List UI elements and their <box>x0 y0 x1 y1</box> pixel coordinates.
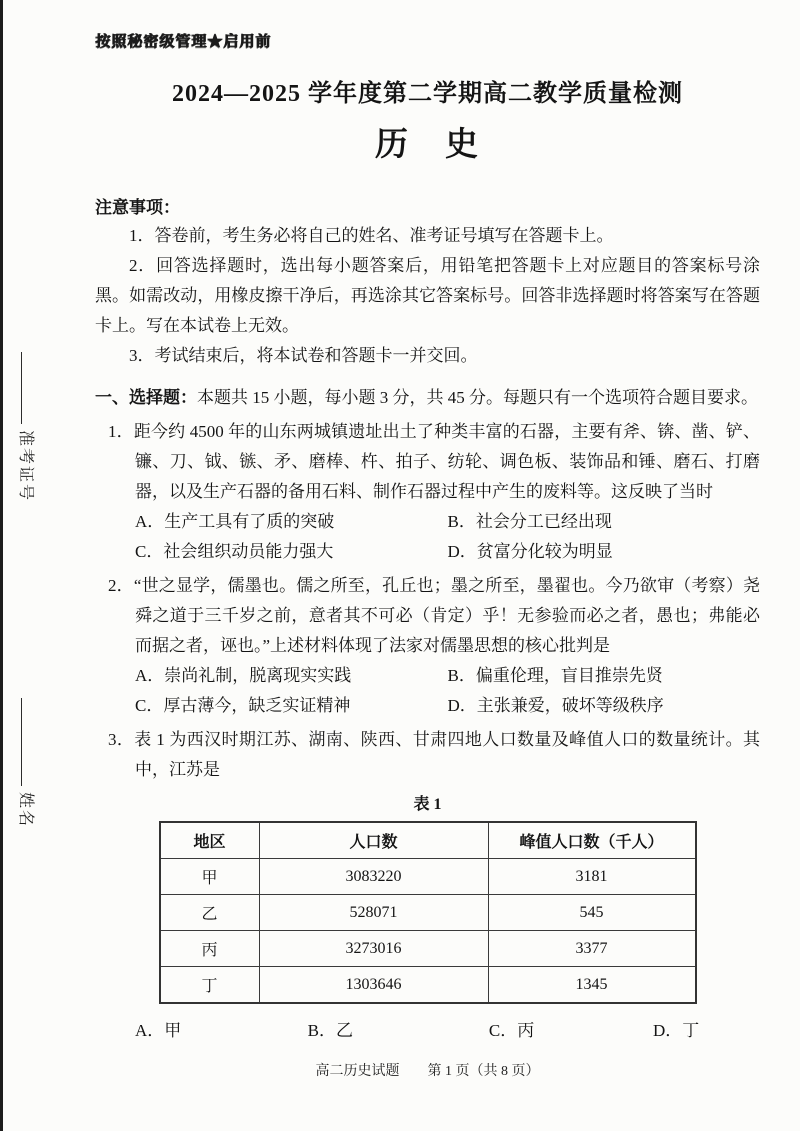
scan-edge-shadow <box>0 0 3 1131</box>
question-2-option-c: C．厚古薄今，缺乏实证精神 <box>135 696 351 715</box>
exam-number-blank-line <box>22 352 35 424</box>
table-row <box>160 931 696 967</box>
notice-item-3: 3．考试结束后，将本试卷和答题卡一并交回。 <box>129 346 478 365</box>
question-2-option-b: B．偏重伦理，盲目推崇先贤 <box>447 666 663 685</box>
question-2 <box>95 571 760 721</box>
exam-number-label: 准考证号 <box>17 430 35 503</box>
table-row <box>160 859 696 895</box>
page-footer: 高二历史试题 第 1 页（共 8 页） <box>315 1064 540 1079</box>
question-3-text: 表 1 为西汉时期江苏、湖南、陕西、甘肃四地人口数量及峰值人口的数量统计。其中，江苏是 <box>134 730 761 779</box>
question-3-option-c: C．丙 <box>488 1021 535 1040</box>
question-1-options <box>95 507 760 567</box>
question-2-options <box>95 661 760 721</box>
table-cell: 3273016 <box>259 931 488 967</box>
question-3-option-a: A．甲 <box>135 1021 182 1040</box>
table-caption: 表 1 <box>413 796 442 813</box>
table-cell: 528071 <box>259 895 488 931</box>
question-1-stem <box>95 417 760 507</box>
subject-title: 历 史 <box>375 127 480 163</box>
table-header-population: 人口数 <box>259 822 488 859</box>
question-3-stem <box>95 725 760 785</box>
table-cell: 1303646 <box>259 967 488 1004</box>
table-header-region: 地区 <box>160 822 260 859</box>
question-2-text: “世之显学，儒墨也。儒之所至，孔丘也；墨之所至，墨翟也。今乃欲审（考察）尧舜之道于三千岁之前，意者其不可必（肯定）乎！无参验而必之者，愚也；弗能必而据之者，诬也。”上述材料体现了法家对儒墨思想的核心批判是 <box>133 576 761 655</box>
table-cell: 545 <box>488 895 696 931</box>
table-cell: 丁 <box>160 967 260 1004</box>
question-3-option-d: D．丁 <box>652 1021 700 1040</box>
question-3-option-b: B．乙 <box>307 1021 353 1040</box>
question-1-number: 1． <box>108 422 134 441</box>
question-3-options <box>95 1016 760 1046</box>
exam-number-field <box>16 352 40 532</box>
table-row <box>160 895 696 931</box>
table-row <box>160 967 696 1004</box>
name-field <box>16 698 40 853</box>
table-cell: 乙 <box>160 895 260 931</box>
question-1 <box>95 417 760 567</box>
table-cell: 3083220 <box>259 859 488 895</box>
question-3 <box>95 725 760 1046</box>
question-2-number: 2． <box>108 576 134 595</box>
name-blank-line <box>22 698 35 786</box>
question-1-text: 距今约 4500 年的山东两城镇遗址出土了种类丰富的石器，主要有斧、锛、凿、铲、镰、刀、钺、镞、矛、磨棒、杵、拍子、纺轮、调色板、装饰品和锤、磨石、打磨器，以及生产石器的备用石料、制作石器过程中产生的废料等。这反映了当时 <box>133 422 761 501</box>
table-cell: 1345 <box>488 967 696 1004</box>
name-label: 姓名 <box>17 792 35 829</box>
table-cell: 3377 <box>488 931 696 967</box>
table-cell: 甲 <box>160 859 260 895</box>
notice-heading: 注意事项： <box>95 198 180 217</box>
table-header-peak: 峰值人口数（千人） <box>488 822 696 859</box>
table-cell: 3181 <box>488 859 696 895</box>
notice-item-2: 2．回答选择题时，选出每小题答案后，用铅笔把答题卡上对应题目的答案标号涂黑。如需改动，用橡皮擦干净后，再选涂其它答案标号。回答非选择题时将答案写在答题卡上。写在本试卷上无效。 <box>95 256 760 335</box>
question-1-option-d: D．贫富分化较为明显 <box>447 542 613 561</box>
question-1-option-b: B．社会分工已经出现 <box>447 512 612 531</box>
notice-item-1: 1．答卷前，考生务必将自己的姓名、准考证号填写在答题卡上。 <box>129 226 614 245</box>
question-2-option-d: D．主张兼爱，破坏等级秩序 <box>447 696 664 715</box>
section-label: 一、选择题： <box>95 388 197 407</box>
population-table <box>159 821 697 1004</box>
question-3-number: 3． <box>108 730 135 749</box>
exam-title: 2024—2025 学年度第二学期高二教学质量检测 <box>172 81 683 107</box>
table-header-row <box>160 822 696 859</box>
section-description: 本题共 15 小题，每小题 3 分，共 45 分。每题只有一个选项符合题目要求。 <box>197 388 758 407</box>
classification-stamp: 按照秘密级管理★启用前 <box>95 34 272 50</box>
question-2-stem <box>95 571 760 661</box>
section-heading <box>95 383 760 413</box>
table-cell: 丙 <box>160 931 260 967</box>
question-2-option-a: A．崇尚礼制，脱离现实实践 <box>135 666 352 685</box>
question-1-option-c: C．社会组织动员能力强大 <box>135 542 334 561</box>
question-1-option-a: A．生产工具有了质的突破 <box>135 512 335 531</box>
paper-content <box>95 0 760 1080</box>
